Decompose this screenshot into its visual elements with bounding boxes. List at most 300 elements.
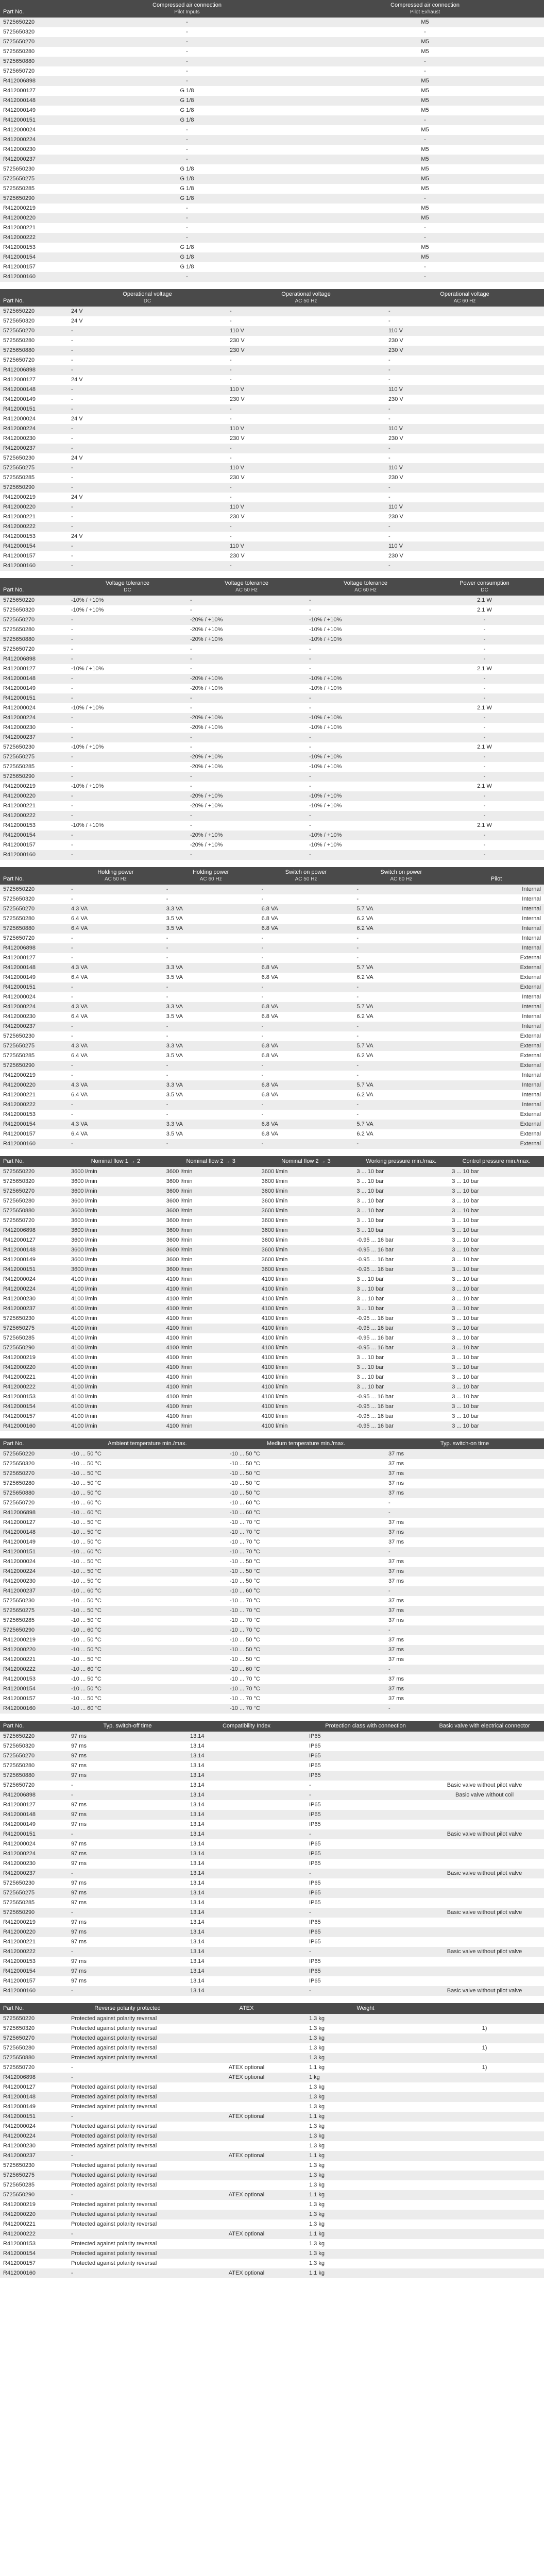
table-cell: - [306, 782, 425, 791]
table-cell: 3 ... 10 bar [449, 1255, 544, 1265]
table-cell: - [68, 723, 187, 733]
table-cell: 3600 l/min [68, 1226, 163, 1235]
table-row [0, 1392, 544, 1402]
column-header [0, 867, 68, 885]
column-header-label: Power consumption [460, 580, 509, 586]
table-cell [425, 1820, 544, 1829]
part-number-cell: R412000151 [0, 404, 68, 414]
table-cell: - [353, 1061, 449, 1071]
table-cell: IP65 [306, 1849, 425, 1859]
part-number-cell: 5725650285 [0, 762, 68, 772]
part-number-cell: R412000160 [0, 2268, 68, 2278]
table-cell: - [227, 355, 385, 365]
table-cell: Internal [449, 885, 544, 894]
table-cell: 4100 l/min [259, 1412, 354, 1421]
table-cell [187, 2102, 306, 2112]
table-row [0, 2082, 544, 2092]
table-cell: 37 ms [385, 1635, 544, 1645]
table-cell: 97 ms [68, 1927, 187, 1937]
table-cell: External [449, 1129, 544, 1139]
table-cell: 230 V [227, 473, 385, 483]
table-cell: M5 [306, 155, 544, 164]
column-header [425, 1721, 544, 1732]
table-cell: - [68, 1986, 187, 1996]
table-cell: Protected against polarity reversal [68, 2210, 187, 2219]
part-number-cell: R412000149 [0, 1255, 68, 1265]
column-header-label: Voltage tolerance [343, 580, 387, 586]
table-cell: - [259, 894, 354, 904]
part-number-cell: 5725650230 [0, 453, 68, 463]
table-cell: - [68, 561, 227, 571]
table-cell: 4.3 VA [68, 1041, 163, 1051]
table-cell [425, 1937, 544, 1947]
table-cell: 1.3 kg [306, 2102, 425, 2112]
table-cell: IP65 [306, 1741, 425, 1751]
table-cell: 110 V [227, 424, 385, 434]
part-number-cell: R412000160 [0, 272, 68, 282]
part-number-cell: R412006898 [0, 365, 68, 375]
table-cell: - [68, 1947, 187, 1957]
table-cell: - [68, 223, 306, 233]
table-cell: 3 ... 10 bar [449, 1402, 544, 1412]
table-row [0, 1294, 544, 1304]
spec-table-flow-pressure [0, 1156, 544, 1431]
table-cell: - [68, 654, 187, 664]
part-number-cell: R412000222 [0, 811, 68, 821]
table-cell: -10% / +10% [68, 703, 187, 713]
table-cell: - [187, 693, 306, 703]
part-number-cell: 5725650230 [0, 1031, 68, 1041]
part-number-cell: R412000148 [0, 385, 68, 395]
part-number-cell: 5725650275 [0, 752, 68, 762]
column-header-label: Part No. [3, 1723, 24, 1729]
table-cell: - [68, 272, 306, 282]
part-number-cell: 5725650230 [0, 164, 68, 174]
table-row [0, 693, 544, 703]
column-header-label: Part No. [3, 1158, 24, 1164]
part-number-cell: R412000024 [0, 125, 68, 135]
part-number-cell: R412000151 [0, 115, 68, 125]
table-cell: - [68, 541, 227, 551]
table-cell: - [306, 262, 544, 272]
column-header [68, 1156, 163, 1167]
column-header [227, 289, 385, 307]
table-cell: -20% / +10% [187, 723, 306, 733]
table-cell [187, 2259, 306, 2268]
table-cell: 13.14 [187, 1810, 306, 1820]
part-number-cell: R412000154 [0, 831, 68, 840]
part-number-cell: 5725650880 [0, 2053, 68, 2063]
table-cell: IP65 [306, 1771, 425, 1781]
table-row [0, 1255, 544, 1265]
table-cell: - [385, 483, 544, 493]
part-number-cell: R412000222 [0, 1665, 68, 1674]
table-row [0, 223, 544, 233]
table-cell: Protected against polarity reversal [68, 2141, 187, 2151]
table-cell: - [163, 953, 259, 963]
table-cell: ATEX optional [187, 2112, 306, 2122]
table-cell: - [306, 703, 425, 713]
table-cell [187, 2200, 306, 2210]
table-cell: 4100 l/min [163, 1363, 259, 1372]
table-row [0, 125, 544, 135]
part-number-cell: 5725650290 [0, 194, 68, 204]
table-cell: External [449, 1061, 544, 1071]
table-row [0, 164, 544, 174]
table-cell: 13.14 [187, 1976, 306, 1986]
column-header-label: Weight [356, 2005, 375, 2011]
table-cell: ATEX optional [187, 2190, 306, 2200]
table-row [0, 1139, 544, 1149]
table-cell: 4.3 VA [68, 1120, 163, 1129]
table-cell: 4100 l/min [259, 1421, 354, 1431]
column-header-label: Part No. [3, 9, 24, 15]
table-cell: 4100 l/min [68, 1421, 163, 1431]
table-cell: -10 ... 70 °C [227, 1518, 385, 1528]
table-cell: - [187, 811, 306, 821]
table-cell: 3 ... 10 bar [449, 1167, 544, 1177]
table-cell: 6.8 VA [259, 973, 354, 982]
table-row [0, 2268, 544, 2278]
table-row [0, 2092, 544, 2102]
table-cell: M5 [306, 174, 544, 184]
table-cell: 13.14 [187, 1918, 306, 1927]
table-cell: -10% / +10% [306, 762, 425, 772]
column-header [0, 1721, 68, 1732]
table-cell [425, 2190, 544, 2200]
table-cell: 1.1 kg [306, 2112, 425, 2122]
table-cell: - [68, 894, 163, 904]
table-cell: 97 ms [68, 1810, 187, 1820]
table-cell: - [68, 762, 187, 772]
part-number-cell: 5725650320 [0, 316, 68, 326]
table-row [0, 885, 544, 894]
table-cell: 24 V [68, 453, 227, 463]
table-cell: - [68, 674, 187, 684]
table-cell: 4.3 VA [68, 1002, 163, 1012]
table-cell: - [68, 934, 163, 943]
table-cell: Internal [449, 934, 544, 943]
table-cell: - [163, 1031, 259, 1041]
table-cell: 4100 l/min [68, 1314, 163, 1324]
part-number-cell: R412000154 [0, 1967, 68, 1976]
table-cell: - [68, 801, 187, 811]
table-cell: 1) [425, 2024, 544, 2033]
table-cell [425, 2122, 544, 2131]
table-cell: 2.1 W [425, 596, 544, 605]
table-cell: -0.95 ... 16 bar [353, 1265, 449, 1275]
part-number-cell: R412000148 [0, 2092, 68, 2102]
part-number-cell: 5725650285 [0, 1616, 68, 1625]
part-number-cell: R412000149 [0, 684, 68, 693]
table-cell: -10 ... 50 °C [227, 1567, 385, 1577]
part-number-cell: R412000127 [0, 375, 68, 385]
table-cell: -10% / +10% [306, 713, 425, 723]
part-number-cell: 5725650290 [0, 1625, 68, 1635]
table-cell: G 1/8 [68, 96, 306, 106]
part-number-cell: R412000153 [0, 821, 68, 831]
table-cell: -20% / +10% [187, 801, 306, 811]
table-row [0, 493, 544, 502]
table-row [0, 2190, 544, 2200]
table-cell: - [425, 831, 544, 840]
column-header-label: Voltage tolerance [105, 580, 149, 586]
table-row [0, 1012, 544, 1022]
table-cell: - [425, 684, 544, 693]
table-cell: -10 ... 60 °C [227, 1665, 385, 1674]
column-header-label: Reverse polarity protected [94, 2005, 161, 2011]
part-number-cell: 5725650880 [0, 924, 68, 934]
table-cell: - [68, 365, 227, 375]
table-cell: 3.5 VA [163, 1129, 259, 1139]
table-cell: M5 [306, 96, 544, 106]
table-row [0, 184, 544, 194]
table-cell: 1.3 kg [306, 2161, 425, 2171]
table-row [0, 1196, 544, 1206]
table-cell: 3600 l/min [68, 1235, 163, 1245]
column-header-label: Medium temperature min./max. [266, 1440, 346, 1447]
table-row [0, 1479, 544, 1488]
table-cell: Internal [449, 1012, 544, 1022]
part-number-cell: 5725650880 [0, 346, 68, 355]
column-header [385, 289, 544, 307]
table-cell: - [385, 355, 544, 365]
table-cell: 3 ... 10 bar [353, 1382, 449, 1392]
table-cell: -10% / +10% [68, 596, 187, 605]
table-row [0, 1957, 544, 1967]
table-row [0, 2200, 544, 2210]
table-cell: - [68, 684, 187, 693]
table-cell: 6.8 VA [259, 1080, 354, 1090]
table-row [0, 674, 544, 684]
table-cell: - [163, 992, 259, 1002]
table-cell: 3 ... 10 bar [449, 1187, 544, 1196]
table-row [0, 1986, 544, 1996]
table-cell: -10 ... 50 °C [68, 1557, 227, 1567]
table-cell: -10 ... 50 °C [68, 1635, 227, 1645]
table-cell: - [68, 213, 306, 223]
table-cell [425, 1751, 544, 1761]
table-cell: Protected against polarity reversal [68, 2131, 187, 2141]
table-row [0, 213, 544, 223]
table-cell: -10% / +10% [306, 635, 425, 645]
part-number-cell: R412000219 [0, 1353, 68, 1363]
table-row [0, 934, 544, 943]
table-cell: 6.2 VA [353, 924, 449, 934]
table-row [0, 973, 544, 982]
table-cell: 13.14 [187, 1878, 306, 1888]
table-row [0, 2073, 544, 2082]
column-header [385, 1438, 544, 1449]
table-cell: - [68, 2190, 187, 2200]
table-cell [425, 2268, 544, 2278]
table-row [0, 174, 544, 184]
table-cell: 97 ms [68, 1888, 187, 1898]
table-row [0, 57, 544, 66]
table-cell: - [385, 493, 544, 502]
table-cell: 3600 l/min [259, 1177, 354, 1187]
table-cell: M5 [306, 243, 544, 252]
table-cell: - [163, 1110, 259, 1120]
table-cell: -20% / +10% [187, 635, 306, 645]
table-cell: Protected against polarity reversal [68, 2219, 187, 2229]
table-cell: -10 ... 70 °C [227, 1684, 385, 1694]
table-cell: 3 ... 10 bar [353, 1177, 449, 1187]
table-cell: - [68, 1061, 163, 1071]
table-cell: -20% / +10% [187, 840, 306, 850]
table-cell: M5 [306, 213, 544, 223]
table-row [0, 1469, 544, 1479]
table-cell: - [68, 473, 227, 483]
table-cell: Protected against polarity reversal [68, 2239, 187, 2249]
table-row [0, 1898, 544, 1908]
column-header [353, 1156, 449, 1167]
table-cell: 3 ... 10 bar [449, 1333, 544, 1343]
table-cell: - [385, 1508, 544, 1518]
table-cell [425, 1976, 544, 1986]
table-cell: Protected against polarity reversal [68, 2033, 187, 2043]
table-cell [187, 2131, 306, 2141]
part-number-cell: R412000221 [0, 223, 68, 233]
table-cell: -10 ... 50 °C [227, 1479, 385, 1488]
table-cell: - [187, 772, 306, 782]
table-cell: -10 ... 60 °C [68, 1498, 227, 1508]
part-number-cell: R412000219 [0, 2200, 68, 2210]
table-cell: - [68, 713, 187, 723]
part-number-cell: R412000160 [0, 1139, 68, 1149]
table-cell: -10 ... 50 °C [227, 1577, 385, 1586]
table-cell: 3 ... 10 bar [449, 1284, 544, 1294]
table-cell: 110 V [227, 463, 385, 473]
table-row [0, 395, 544, 404]
table-cell [425, 2073, 544, 2082]
table-cell: 110 V [227, 385, 385, 395]
table-cell: Basic valve without pilot valve [425, 1829, 544, 1839]
table-cell [425, 1800, 544, 1810]
table-cell: 13.14 [187, 1820, 306, 1829]
table-row [0, 243, 544, 252]
table-row [0, 1528, 544, 1537]
table-cell: 4100 l/min [259, 1333, 354, 1343]
table-cell: -10% / +10% [68, 664, 187, 674]
table-cell: -10 ... 70 °C [227, 1537, 385, 1547]
table-cell: 1) [425, 2063, 544, 2073]
part-number-cell: 5725650270 [0, 615, 68, 625]
table-cell: - [306, 772, 425, 782]
table-row [0, 723, 544, 733]
table-row [0, 2102, 544, 2112]
table-cell: 1 kg [306, 2073, 425, 2082]
table-row [0, 1567, 544, 1577]
part-number-cell: 5725650280 [0, 1196, 68, 1206]
part-number-cell: 5725650320 [0, 605, 68, 615]
table-cell: 2.1 W [425, 605, 544, 615]
column-header [68, 1721, 187, 1732]
table-row [0, 1314, 544, 1324]
table-cell: - [68, 625, 187, 635]
table-row [0, 1363, 544, 1372]
table-row [0, 1781, 544, 1790]
table-row [0, 1771, 544, 1781]
table-row [0, 1810, 544, 1820]
table-cell: 4100 l/min [259, 1353, 354, 1363]
table-cell: 230 V [385, 336, 544, 346]
table-row [0, 1412, 544, 1421]
table-row [0, 1665, 544, 1674]
table-row [0, 1908, 544, 1918]
part-number-cell: 5725650320 [0, 1459, 68, 1469]
table-row [0, 1967, 544, 1976]
table-cell: Protected against polarity reversal [68, 2249, 187, 2259]
table-cell: - [353, 885, 449, 894]
table-cell: - [187, 664, 306, 674]
column-header [68, 0, 306, 18]
table-cell: -10 ... 50 °C [68, 1518, 227, 1528]
table-cell: External [449, 953, 544, 963]
table-cell: - [68, 2063, 187, 2073]
table-cell: -20% / +10% [187, 674, 306, 684]
table-cell: 4100 l/min [68, 1392, 163, 1402]
table-cell: - [68, 811, 187, 821]
table-cell: 1.3 kg [306, 2082, 425, 2092]
spec-table-air-connection [0, 0, 544, 282]
table-row [0, 404, 544, 414]
table-cell: -0.95 ... 16 bar [353, 1392, 449, 1402]
table-cell: 110 V [227, 326, 385, 336]
table-cell [187, 2161, 306, 2171]
table-cell: -10 ... 70 °C [227, 1616, 385, 1625]
table-cell: -10% / +10% [306, 684, 425, 693]
table-row [0, 135, 544, 145]
table-cell: - [187, 605, 306, 615]
part-number-cell: R412000224 [0, 135, 68, 145]
table-cell: 13.14 [187, 1761, 306, 1771]
table-cell: 13.14 [187, 1957, 306, 1967]
table-row [0, 1421, 544, 1431]
table-cell: - [68, 204, 306, 213]
table-cell: - [306, 115, 544, 125]
table-row [0, 1557, 544, 1567]
table-cell: 1) [425, 2043, 544, 2053]
table-cell: -20% / +10% [187, 752, 306, 762]
table-row [0, 262, 544, 272]
part-number-cell: R412000160 [0, 1986, 68, 1996]
table-cell: External [449, 973, 544, 982]
table-row [0, 2239, 544, 2249]
table-cell: - [68, 444, 227, 453]
part-number-cell: 5725650320 [0, 1177, 68, 1187]
table-cell: 3600 l/min [259, 1235, 354, 1245]
table-cell: - [425, 713, 544, 723]
part-number-cell: 5725650275 [0, 1324, 68, 1333]
table-cell [425, 2151, 544, 2161]
table-cell: 3 ... 10 bar [353, 1216, 449, 1226]
table-cell: 2.1 W [425, 664, 544, 674]
part-number-cell: 5725650280 [0, 47, 68, 57]
column-header-label: Control pressure min./max. [462, 1158, 531, 1164]
part-number-cell: R412000153 [0, 1957, 68, 1967]
table-cell: Protected against polarity reversal [68, 2043, 187, 2053]
table-row [0, 1751, 544, 1761]
table-cell: - [306, 1869, 425, 1878]
table-row [0, 86, 544, 96]
table-cell: 13.14 [187, 1829, 306, 1839]
part-number-cell: 5725650270 [0, 1469, 68, 1479]
table-cell [425, 1810, 544, 1820]
table-cell: - [227, 483, 385, 493]
part-number-cell: R412000230 [0, 145, 68, 155]
part-number-cell: R412000149 [0, 395, 68, 404]
